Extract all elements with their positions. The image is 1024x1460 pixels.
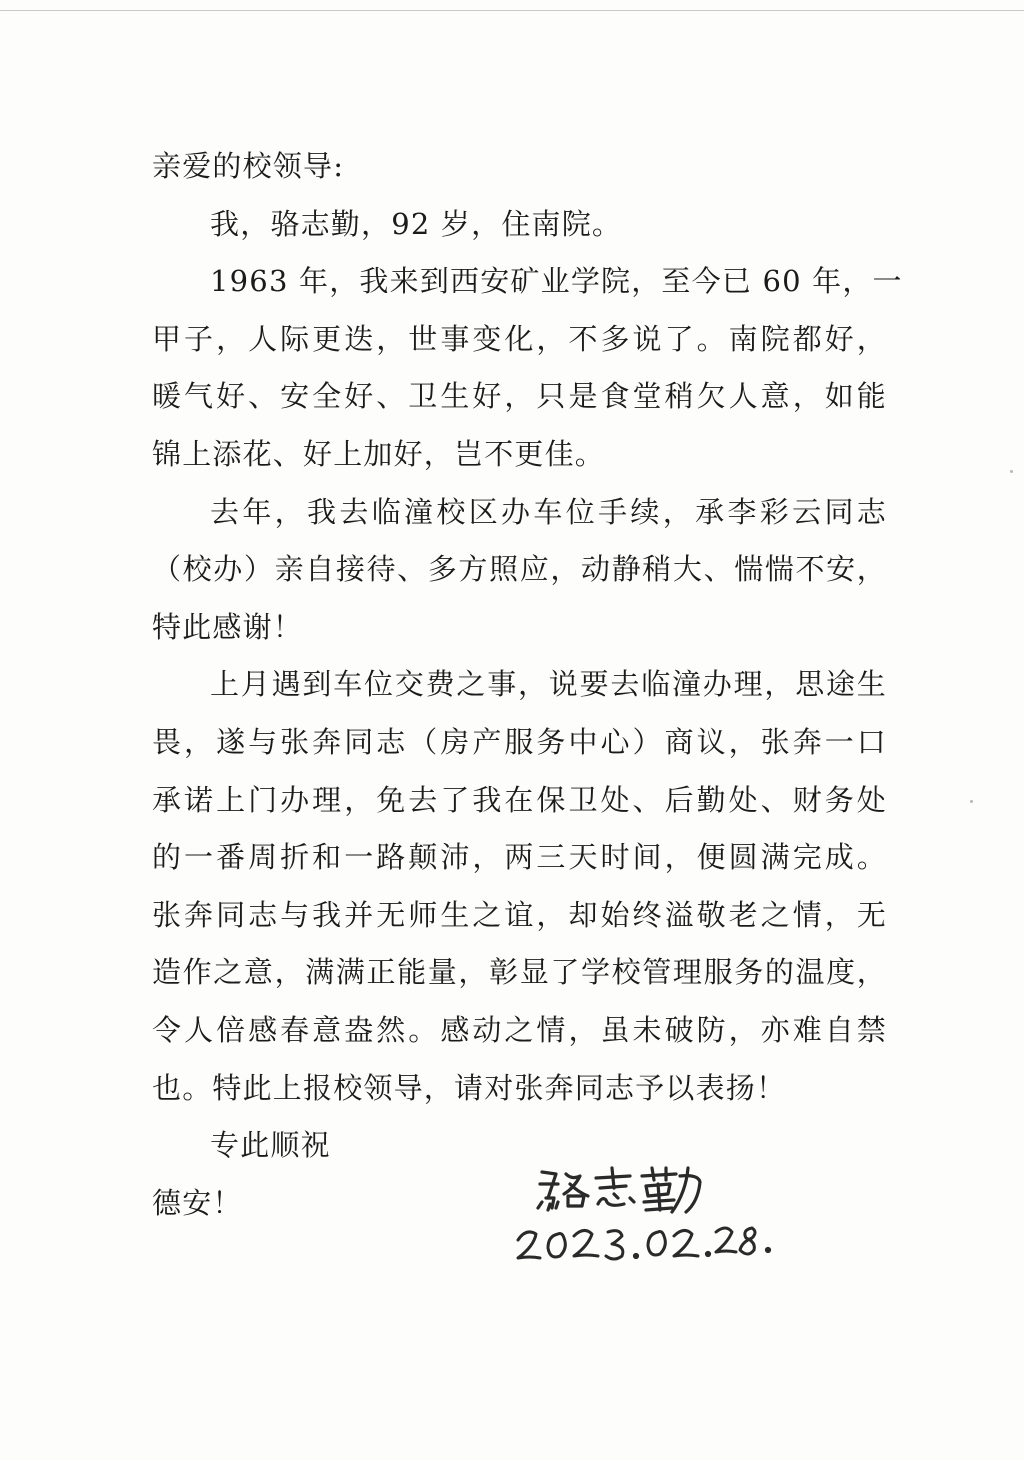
letter-line: 特此感谢！ — [152, 609, 304, 644]
letter-line: 锦上添花、好上加好，岂不更佳。 — [152, 436, 606, 471]
letter-line: 甲子，人际更迭，世事变化，不多说了。南院都好， — [152, 321, 887, 356]
letter-line: 的一番周折和一路颠沛，两三天时间，便圆满完成。 — [152, 840, 887, 875]
scan-spot — [970, 800, 973, 803]
letter-line: 暖气好、安全好、卫生好，只是食堂稍欠人意，如能 — [152, 379, 887, 414]
letter-line: 承诺上门办理，免去了我在保卫处、后勤处、财务处 — [152, 782, 887, 817]
letter-line: 造作之意，满满正能量，彰显了学校管理服务的温度， — [152, 955, 887, 990]
signature-date — [518, 1228, 770, 1259]
letter-line: 我，骆志勤，92 岁，住南院。 — [210, 206, 623, 241]
letter-line: 1963 年，我来到西安矿业学院，至今已 60 年，一 — [210, 264, 903, 299]
letter-line: 去年，我去临潼校区办车位手续，承李彩云同志 — [210, 494, 887, 529]
handwritten-signature — [512, 1162, 792, 1272]
letter-line: 畏，遂与张奔同志（房产服务中心）商议，张奔一口 — [152, 724, 887, 759]
signature-char-qin — [642, 1168, 700, 1212]
letter-line: 令人倍感春意盎然。感动之情，虽未破防，亦难自禁 — [152, 1012, 887, 1047]
letter-line: 上月遇到车位交费之事，说要去临潼办理，思途生 — [210, 667, 887, 702]
closing: 专此顺祝 — [210, 1128, 331, 1163]
letter-line: 张奔同志与我并无师生之谊，却始终溢敬老之情，无 — [152, 897, 887, 932]
letter-line: 也。特此上报校领导，请对张奔同志予以表扬！ — [152, 1070, 787, 1105]
signature-char-luo — [538, 1172, 588, 1210]
letter-line: （校办）亲自接待、多方照应，动静稍大、惴惴不安， — [152, 552, 887, 587]
blessing: 德安！ — [152, 1185, 243, 1220]
signature-char-zhi — [596, 1168, 634, 1205]
letter-body — [152, 138, 903, 1232]
salutation: 亲爱的校领导: — [152, 149, 345, 183]
scan-spot — [1010, 470, 1013, 473]
scan-edge-line — [0, 10, 1024, 11]
